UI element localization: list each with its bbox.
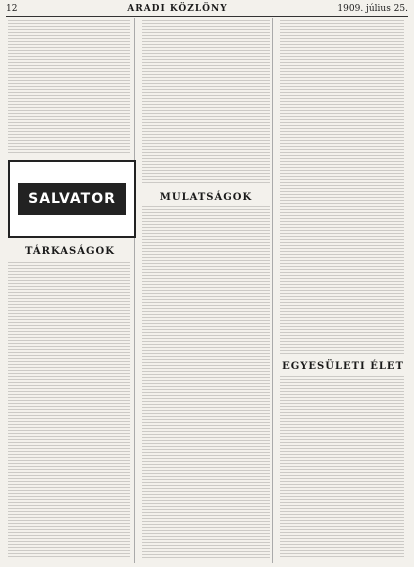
publication-title: ARADI KÖZLÖNY	[127, 4, 228, 14]
column-3-text-block-2	[280, 376, 404, 558]
section-heading-middle: MULATSÁGOK	[159, 192, 253, 203]
section-heading-right: EGYESÜLETI ÉLET	[282, 361, 404, 372]
ad-logo: SALVATOR	[18, 183, 126, 215]
masthead	[6, 2, 408, 17]
column-2-text-block-2	[142, 206, 270, 558]
salvator-advertisement	[8, 160, 136, 238]
section-heading-left: TÁRKASÁGOK	[25, 246, 115, 257]
column-1-text-block-2	[8, 262, 130, 558]
page-number: 12	[6, 4, 18, 14]
issue-date: 1909. július 25.	[337, 4, 408, 14]
column-3-text-block-1	[280, 20, 404, 354]
column-2-text-block-1	[142, 20, 270, 184]
column-1-text-block-1	[8, 20, 130, 154]
